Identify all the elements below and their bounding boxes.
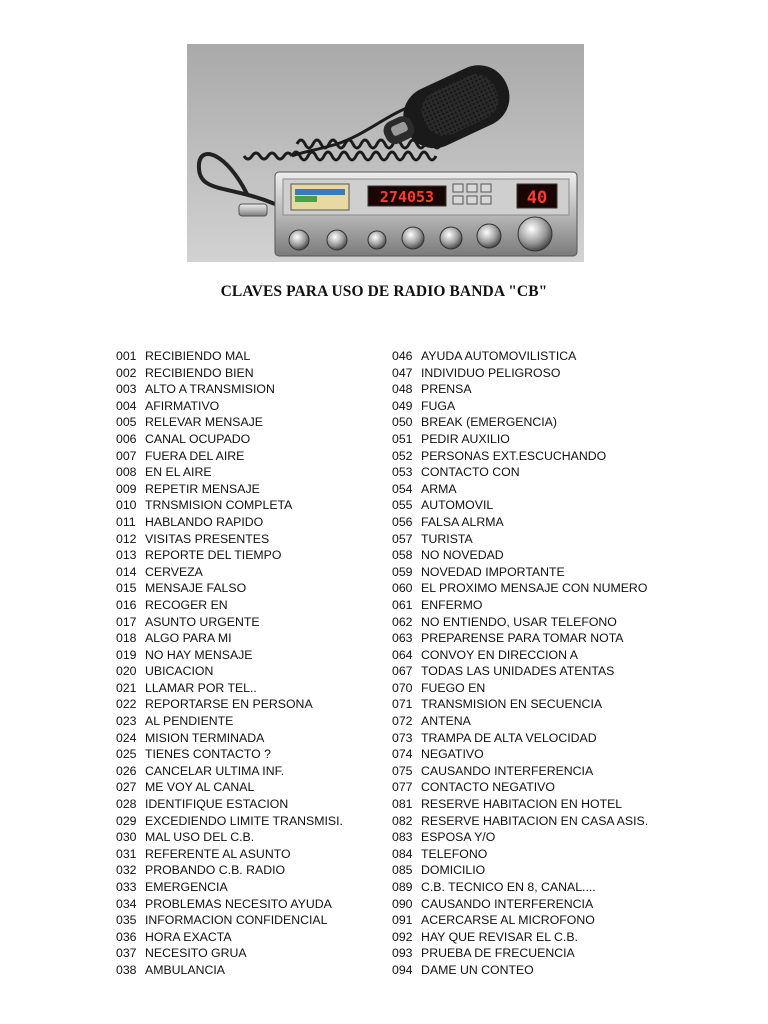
code-entry (392, 680, 692, 697)
code-meaning: FUEGO EN (421, 680, 486, 695)
code-meaning: RECIBIENDO MAL (145, 349, 251, 363)
code-number: 005 (116, 415, 137, 430)
code-meaning: RECOGER EN (145, 597, 228, 612)
code-number: 081 (392, 797, 413, 812)
code-meaning: PROBANDO C.B. RADIO (145, 863, 286, 878)
code-number: 083 (392, 830, 413, 845)
code-entry (392, 746, 692, 763)
code-number: 002 (116, 365, 137, 380)
codes-right-column (392, 348, 692, 979)
code-entry (116, 813, 386, 830)
code-meaning: TIENES CONTACTO ? (145, 747, 271, 762)
code-entry (116, 862, 386, 879)
code-entry (392, 945, 692, 962)
code-entry (116, 796, 386, 813)
code-meaning: C.B. TECNICO EN 8, CANAL.... (421, 880, 596, 894)
code-meaning: EL PROXIMO MENSAJE CON NUMERO (421, 581, 648, 596)
code-meaning: LLAMAR POR TEL.. (145, 680, 257, 695)
code-number: 029 (116, 813, 137, 828)
code-meaning: AYUDA AUTOMOVILISTICA (421, 349, 577, 363)
code-entry (392, 448, 692, 465)
code-meaning: ANTENA (421, 714, 471, 729)
code-number: 031 (116, 846, 137, 861)
code-meaning: INDIVIDUO PELIGROSO (421, 365, 561, 380)
code-entry (392, 962, 692, 979)
code-entry (392, 647, 692, 664)
code-meaning: HAY QUE REVISAR EL C.B. (421, 929, 578, 944)
code-meaning: PEDIR AUXILIO (421, 431, 510, 446)
code-entry (116, 414, 386, 431)
code-entry (392, 813, 692, 830)
code-meaning: TRAMPA DE ALTA VELOCIDAD (421, 730, 597, 745)
code-meaning: RESERVE HABITACION EN CASA ASIS. (421, 813, 649, 828)
code-meaning: REPETIR MENSAJE (145, 481, 260, 496)
code-entry (116, 696, 386, 713)
code-meaning: TRNSMISION COMPLETA (145, 498, 293, 513)
code-meaning: DAME UN CONTEO (421, 962, 534, 977)
code-meaning: CAUSANDO INTERFERENCIA (421, 896, 594, 911)
code-meaning: ME VOY AL CANAL (145, 780, 255, 795)
code-number: 001 (116, 349, 137, 363)
code-entry (392, 580, 692, 597)
code-entry (116, 713, 386, 730)
code-number: 092 (392, 929, 413, 944)
code-number: 016 (116, 597, 137, 612)
code-number: 038 (116, 962, 137, 977)
code-entry (116, 896, 386, 913)
code-meaning: NOVEDAD IMPORTANTE (421, 564, 565, 579)
code-number: 009 (116, 481, 137, 496)
code-entry (392, 696, 692, 713)
code-entry (392, 630, 692, 647)
code-entry (392, 879, 692, 896)
code-entry (392, 431, 692, 448)
code-meaning: NEGATIVO (421, 747, 484, 762)
code-entry (392, 846, 692, 863)
code-number: 054 (392, 481, 413, 496)
code-number: 024 (116, 730, 137, 745)
code-number: 003 (116, 382, 137, 397)
code-meaning: CANAL OCUPADO (145, 431, 251, 446)
code-number: 021 (116, 680, 137, 695)
code-number: 067 (392, 664, 413, 679)
code-entry (116, 348, 386, 365)
code-number: 036 (116, 929, 137, 944)
code-number: 037 (116, 946, 137, 961)
code-number: 017 (116, 614, 137, 629)
code-entry (116, 829, 386, 846)
code-meaning: ARMA (421, 481, 457, 496)
code-number: 011 (116, 514, 136, 529)
code-entry (116, 945, 386, 962)
code-number: 070 (392, 680, 413, 695)
code-entry (116, 763, 386, 780)
code-number: 091 (392, 913, 413, 928)
code-meaning: NO HAY MENSAJE (145, 647, 253, 662)
code-entry (392, 663, 692, 680)
code-entry (392, 531, 692, 548)
code-number: 071 (392, 697, 413, 712)
code-entry (392, 829, 692, 846)
code-entry (116, 448, 386, 465)
code-number: 006 (116, 431, 137, 446)
channel-readout: 40 (526, 188, 548, 208)
code-meaning: AUTOMOVIL (421, 498, 494, 513)
code-number: 007 (116, 448, 137, 463)
code-entry (392, 414, 692, 431)
cb-radio-photo (187, 44, 584, 262)
code-number: 028 (116, 797, 137, 812)
code-meaning: RELEVAR MENSAJE (145, 415, 263, 430)
code-meaning: REPORTE DEL TIEMPO (145, 548, 282, 563)
code-number: 093 (392, 946, 413, 961)
code-number: 012 (116, 531, 137, 546)
code-entry (116, 481, 386, 498)
code-meaning: ACERCARSE AL MICROFONO (421, 913, 595, 928)
code-number: 060 (392, 581, 413, 596)
code-number: 051 (392, 431, 413, 446)
code-entry (116, 547, 386, 564)
code-number: 064 (392, 647, 413, 662)
code-entry (116, 680, 386, 697)
code-meaning: FUERA DEL AIRE (145, 448, 245, 463)
code-number: 063 (392, 631, 413, 646)
code-number: 077 (392, 780, 413, 795)
code-meaning: ALGO PARA MI (145, 631, 232, 646)
code-meaning: TRANSMISION EN SECUENCIA (421, 697, 603, 712)
code-meaning: MAL USO DEL C.B. (145, 830, 255, 845)
code-number: 059 (392, 564, 413, 579)
code-meaning: CERVEZA (145, 564, 203, 579)
code-number: 061 (392, 597, 413, 612)
code-number: 014 (116, 564, 137, 579)
code-number: 022 (116, 697, 137, 712)
code-meaning: TODAS LAS UNIDADES ATENTAS (421, 664, 615, 679)
code-entry (392, 514, 692, 531)
code-entry (116, 497, 386, 514)
code-number: 010 (116, 498, 137, 513)
code-entry (116, 464, 386, 481)
code-entry (392, 464, 692, 481)
code-meaning: REFERENTE AL ASUNTO (145, 846, 291, 861)
code-meaning: ESPOSA Y/O (421, 830, 496, 845)
code-meaning: EXCEDIENDO LIMITE TRANSMISI. (145, 813, 343, 828)
code-entry (116, 846, 386, 863)
code-number: 057 (392, 531, 413, 546)
code-number: 094 (392, 962, 413, 977)
code-number: 084 (392, 846, 413, 861)
code-number: 033 (116, 880, 137, 894)
code-meaning: MENSAJE FALSO (145, 581, 247, 596)
code-meaning: REPORTARSE EN PERSONA (145, 697, 313, 712)
code-meaning: CONTACTO NEGATIVO (421, 780, 555, 795)
code-meaning: EMERGENCIA (145, 880, 228, 894)
code-number: 075 (392, 763, 413, 778)
code-meaning: NO ENTIENDO, USAR TELEFONO (421, 614, 617, 629)
code-number: 027 (116, 780, 137, 795)
code-meaning: PROBLEMAS NECESITO AYUDA (145, 896, 332, 911)
code-entry (392, 564, 692, 581)
code-number: 032 (116, 863, 137, 878)
code-entry (116, 514, 386, 531)
code-meaning: VISITAS PRESENTES (145, 531, 270, 546)
code-meaning: HABLANDO RAPIDO (145, 514, 264, 529)
code-number: 025 (116, 747, 137, 762)
code-number: 058 (392, 548, 413, 563)
code-entry (392, 912, 692, 929)
code-entry (392, 929, 692, 946)
code-entry (392, 779, 692, 796)
code-number: 085 (392, 863, 413, 878)
code-number: 004 (116, 398, 137, 413)
code-number: 050 (392, 415, 413, 430)
code-entry (392, 862, 692, 879)
code-entry (116, 580, 386, 597)
code-meaning: AFIRMATIVO (145, 398, 220, 413)
code-number: 013 (116, 548, 137, 563)
code-number: 008 (116, 465, 137, 480)
code-entry (116, 398, 386, 415)
code-entry (116, 531, 386, 548)
code-meaning: HORA EXACTA (145, 929, 232, 944)
code-entry (116, 929, 386, 946)
code-meaning: ENFERMO (421, 597, 483, 612)
code-number: 072 (392, 714, 413, 729)
code-meaning: UBICACION (145, 664, 214, 679)
code-meaning: CONTACTO CON (421, 465, 520, 480)
code-number: 035 (116, 913, 137, 928)
code-meaning: TELEFONO (421, 846, 488, 861)
code-meaning: DOMICILIO (421, 863, 486, 878)
code-entry (116, 630, 386, 647)
code-number: 020 (116, 664, 137, 679)
code-number: 026 (116, 763, 137, 778)
code-meaning: IDENTIFIQUE ESTACION (145, 797, 289, 812)
code-entry (392, 614, 692, 631)
code-number: 056 (392, 514, 413, 529)
code-number: 055 (392, 498, 413, 513)
code-meaning: RESERVE HABITACION EN HOTEL (421, 797, 623, 812)
code-number: 074 (392, 747, 413, 762)
code-number: 030 (116, 830, 137, 845)
code-number: 047 (392, 365, 413, 380)
code-entry (392, 365, 692, 382)
code-entry (116, 381, 386, 398)
code-number: 090 (392, 896, 413, 911)
code-entry (116, 431, 386, 448)
code-entry (116, 564, 386, 581)
frequency-readout: 274053 (379, 188, 435, 206)
code-meaning: RECIBIENDO BIEN (145, 365, 254, 380)
code-meaning: ALTO A TRANSMISION (145, 382, 275, 397)
document-title: CLAVES PARA USO DE RADIO BANDA "CB" (220, 283, 548, 300)
code-entry (392, 730, 692, 747)
code-entry (392, 796, 692, 813)
code-entry (392, 713, 692, 730)
code-meaning: NECESITO GRUA (145, 946, 247, 961)
code-entry (116, 730, 386, 747)
code-entry (116, 879, 386, 896)
code-meaning: NO NOVEDAD (421, 548, 504, 563)
code-meaning: AMBULANCIA (145, 962, 225, 977)
code-number: 023 (116, 714, 137, 729)
code-entry (392, 398, 692, 415)
code-entry (116, 962, 386, 979)
code-number: 046 (392, 349, 413, 363)
code-entry (392, 896, 692, 913)
code-number: 053 (392, 465, 413, 480)
code-number: 089 (392, 880, 413, 894)
code-meaning: ASUNTO URGENTE (145, 614, 260, 629)
code-number: 019 (116, 647, 137, 662)
code-number: 048 (392, 382, 413, 397)
code-entry (116, 597, 386, 614)
code-meaning: TURISTA (421, 531, 473, 546)
code-entry (392, 348, 692, 365)
code-number: 018 (116, 631, 137, 646)
code-entry (116, 663, 386, 680)
code-number: 015 (116, 581, 137, 596)
code-entry (116, 365, 386, 382)
code-meaning: CAUSANDO INTERFERENCIA (421, 763, 594, 778)
code-meaning: BREAK (EMERGENCIA) (421, 415, 557, 430)
code-meaning: FUGA (421, 398, 456, 413)
code-entry (116, 779, 386, 796)
code-meaning: PREPARENSE PARA TOMAR NOTA (421, 631, 624, 646)
code-meaning: PERSONAS EXT.ESCUCHANDO (421, 448, 607, 463)
code-entry (392, 597, 692, 614)
code-entry (116, 647, 386, 664)
code-meaning: PRUEBA DE FRECUENCIA (421, 946, 575, 961)
code-meaning: MISION TERMINADA (145, 730, 265, 745)
code-number: 082 (392, 813, 413, 828)
code-entry (392, 547, 692, 564)
code-meaning: CANCELAR ULTIMA INF. (145, 763, 285, 778)
code-meaning: CONVOY EN DIRECCION A (421, 647, 578, 662)
code-entry (116, 912, 386, 929)
code-entry (116, 746, 386, 763)
code-number: 073 (392, 730, 413, 745)
code-meaning: AL PENDIENTE (145, 714, 234, 729)
code-entry (392, 381, 692, 398)
code-meaning: FALSA ALRMA (421, 514, 504, 529)
code-entry (116, 614, 386, 631)
code-entry (392, 481, 692, 498)
code-meaning: EN EL AIRE (145, 465, 212, 480)
codes-left-column (116, 348, 386, 979)
code-number: 049 (392, 398, 413, 413)
code-meaning: PRENSA (421, 382, 472, 397)
code-number: 052 (392, 448, 413, 463)
code-number: 062 (392, 614, 413, 629)
connector (239, 204, 267, 216)
code-entry (392, 497, 692, 514)
code-meaning: INFORMACION CONFIDENCIAL (145, 913, 328, 928)
code-entry (392, 763, 692, 780)
code-number: 034 (116, 896, 137, 911)
